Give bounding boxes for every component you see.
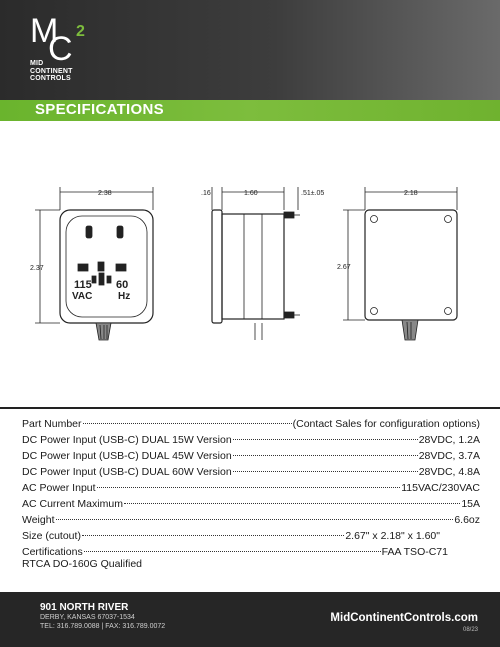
- dot-leader: [233, 457, 418, 472]
- spec-value: 2.67" x 2.18" x 1.60": [345, 530, 440, 542]
- dot-leader: [83, 409, 292, 424]
- cutout-width-label: 2.18: [404, 190, 418, 197]
- spec-label: AC Current Maximum: [22, 498, 123, 510]
- dot-leader: [84, 537, 381, 552]
- spec-value: 28VDC, 3.7A: [418, 450, 480, 462]
- spec-value: FAA TSO-C71: [381, 546, 448, 558]
- spec-label: Part Number: [22, 418, 82, 430]
- dot-leader: [82, 521, 344, 536]
- logo-c-letter: C: [48, 30, 73, 68]
- header-banner: [0, 0, 500, 100]
- cutout-view-drawing: [365, 210, 457, 340]
- spec-label: DC Power Input (USB-C) DUAL 15W Version: [22, 434, 232, 446]
- logo-m-letter: M: [30, 12, 59, 50]
- footer-phones: TEL: 316.789.0088 | FAX: 316.789.0072: [40, 623, 166, 630]
- spec-label: AC Power Input: [22, 482, 96, 494]
- spec-value: (Contact Sales for configuration options): [292, 418, 480, 430]
- footer-street: 901 NORTH RIVER: [40, 602, 129, 613]
- spec-value: 6.6oz: [454, 514, 480, 526]
- dimension-drawings: [0, 170, 500, 360]
- spec-label: DC Power Input (USB-C) DUAL 60W Version: [22, 466, 232, 478]
- spec-label: Weight: [22, 514, 55, 526]
- logo-wordmark: MID CONTINENT CONTROLS: [30, 60, 73, 82]
- spec-value: 15A: [461, 498, 480, 510]
- dot-leader: [233, 441, 418, 456]
- footer-website-link[interactable]: MidContinentControls.com: [330, 612, 478, 624]
- side-view-drawing: [212, 210, 300, 340]
- hz-label: Hz: [118, 291, 131, 302]
- section-banner: [0, 100, 500, 121]
- dot-leader: [124, 489, 460, 504]
- footer: [0, 592, 500, 647]
- side-depth-label: 1.60: [244, 190, 258, 197]
- logo-superscript: 2: [76, 23, 85, 40]
- qualification-text: RTCA DO-160G Qualified: [22, 558, 143, 570]
- voltage-label: 115: [74, 279, 92, 291]
- front-view-drawing: [60, 210, 153, 340]
- spec-value: 115VAC/230VAC: [401, 482, 480, 494]
- footer-city: DERBY, KANSAS 67037-1534: [40, 614, 135, 621]
- vac-label: VAC: [72, 291, 93, 302]
- cutout-height-label: 2.67: [337, 264, 351, 271]
- spec-label: Size (cutout): [22, 530, 81, 542]
- section-title: SPECIFICATIONS: [35, 101, 164, 118]
- spec-label: DC Power Input (USB-C) DUAL 45W Version: [22, 450, 232, 462]
- spec-list: [22, 412, 480, 572]
- spec-value: 28VDC, 1.2A: [418, 434, 480, 446]
- side-flange-label: .16: [201, 190, 211, 197]
- front-width-label: 2.38: [98, 190, 112, 197]
- side-studs-label: .51±.05: [301, 190, 325, 197]
- frequency-label: 60: [116, 279, 129, 291]
- dot-leader: [233, 425, 418, 440]
- dot-leader: [56, 505, 454, 520]
- spec-label: Certifications: [22, 546, 83, 558]
- dot-leader: [97, 473, 401, 488]
- front-height-label: 2.37: [30, 265, 44, 272]
- footer-doc-code: 08/23: [462, 627, 478, 633]
- spec-value: 28VDC, 4.8A: [418, 466, 480, 478]
- company-logo: [26, 12, 106, 100]
